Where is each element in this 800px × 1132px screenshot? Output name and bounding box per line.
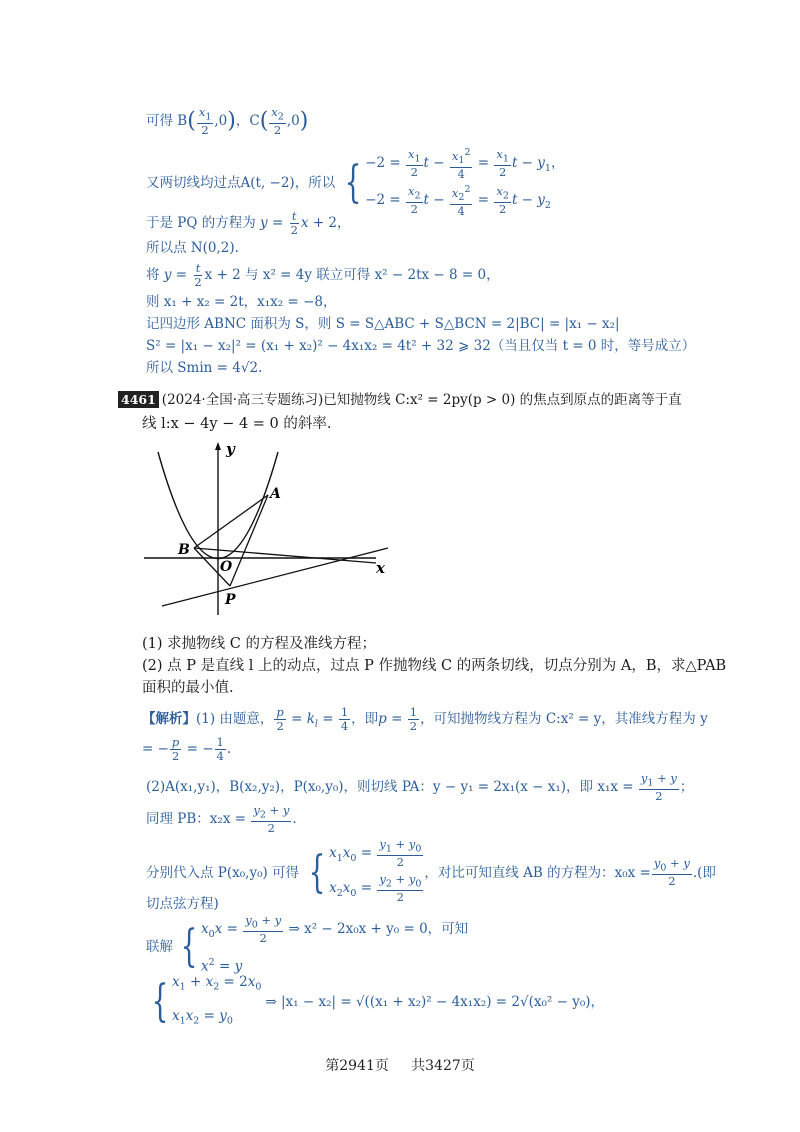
question-part-2-line-1: (2) 点 P 是直线 l 上的动点，过点 P 作抛物线 C 的两条切线，切点分别为 A，B，求△PAB — [142, 658, 727, 674]
page-footer — [0, 1055, 800, 1075]
question-stem-2: 线 l:x − 4y − 4 = 0 的斜率. — [142, 416, 332, 432]
parabola-diagram — [140, 440, 400, 620]
solution-line-8: S² = |x₁ − x₂|² = (x₁ + x₂)² − 4x₁x₂ = 4t² + 32 ⩾ 32（当且仅当 t = 0 时，等号成立） — [146, 338, 696, 354]
label-p: P — [225, 592, 236, 608]
label-x: x — [376, 559, 385, 577]
y-axis-arrow — [215, 442, 221, 450]
solution-line-1: 可得 B( $\frac{x_1}{2}$ ,0)，C( $\frac{x_2}{2}$ ,0) — [146, 105, 309, 138]
question-part-1: (1) 求抛物线 C 的方程及准线方程； — [142, 636, 376, 652]
line-l — [162, 548, 388, 606]
solution-line-3: 于是 PQ 的方程为 y = $\frac{t}{2}$ x + 2， — [146, 209, 351, 237]
label-b: B — [178, 542, 190, 558]
page-number: 第2941页 — [325, 1058, 389, 1074]
analysis-line-6: 切点弦方程) — [146, 896, 219, 912]
solution-line-5: 将 y = $\frac{t}{2}$ x + 2 与 x² = 4y 联立可得 x² − 2tx − 8 = 0， — [146, 261, 500, 289]
page-total: 共3427页 — [411, 1058, 475, 1074]
question-number: 4461 — [118, 391, 159, 408]
analysis-line-1: 【解析】(1) 由题意， $\frac{p}{2}$ = $k_l$ = $\frac{1}{4}$ ，即p = $\frac{1}{2}$ ，可知抛物线方程为 C:x² = y，其准线方程为 y — [142, 705, 708, 733]
analysis-line-7: 联解 { $x_0x$ = $\frac{y_0 + y}{2}$ ⇒ x² − 2x₀x + y₀ = 0，可知 $x^2 = y$ — [146, 913, 469, 975]
solution-line-4: 所以点 N(0,2). — [146, 240, 239, 256]
label-o: O — [220, 559, 233, 575]
label-y: y — [226, 440, 235, 458]
analysis-line-8: { $x_1 + x_2 = 2x_0$ $x_1x_2 = y_0$ ⇒ |x₁ − x₂| = √((x₁ + x₂)² − 4x₁x₂) = 2√(x₀² − y₀)， — [151, 974, 604, 1027]
parabola-figure — [140, 440, 400, 624]
analysis-line-2: = − $\frac{p}{2}$ = − $\frac{1}{4}$ . — [142, 735, 232, 763]
analysis-line-4: 同理 PB：x₂x = $\frac{y_2 + y}{2}$ . — [146, 803, 297, 836]
analysis-line-3: (2)A(x₁,y₁)，B(x₂,y₂)，P(x₀,y₀)，则切线 PA：y − y₁ = 2x₁(x − x₁)，即 x₁x = $\frac{y_1 + y}{2}$ ； — [146, 771, 694, 804]
solution-line-6: 则 x₁ + x₂ = 2t，x₁x₂ = −8， — [146, 294, 337, 310]
solution-line-2: 又两切线均过点A(t, −2)，所以 { −2 = $\frac{x_1}{2}$ t − $\frac{x_1^2}{4}$ = $\frac{x_1}{2}$ $t - y_1$， −2 = $\frac{x_2}{2}$ t − $\frac{x_2^2}{4}$ = $\frac{x_2}{2}$ $t - y_2$ — [146, 146, 565, 218]
question-source: (2024·全国·高三专题练习) — [161, 392, 324, 408]
solution-line-7: 记四边形 ABNC 面积为 S，则 S = S△ABC + S△BCN = 2|BC| = |x₁ − x₂| — [146, 316, 620, 332]
label-a: A — [270, 486, 281, 502]
solution-line-9: 所以 Smin = 4√2. — [146, 360, 263, 376]
analysis-line-5: 分别代入点 P(x₀,y₀) 可得 { $x_1x_0$ = $\frac{y_1 + y_0}{2}$ $x_2x_0$ = $\frac{y_2 + y_0}{2}$ ，对比可知直线 AB 的方程为：x₀x = $\frac{y_0 + y}{2}$ .(即 — [146, 837, 716, 905]
question-stem-1: 已知抛物线 C:x² = 2py(p > 0) 的焦点到原点的距离等于直 — [323, 392, 682, 408]
question-part-2-line-2: 面积的最小值. — [142, 680, 234, 696]
question-header — [118, 388, 682, 408]
